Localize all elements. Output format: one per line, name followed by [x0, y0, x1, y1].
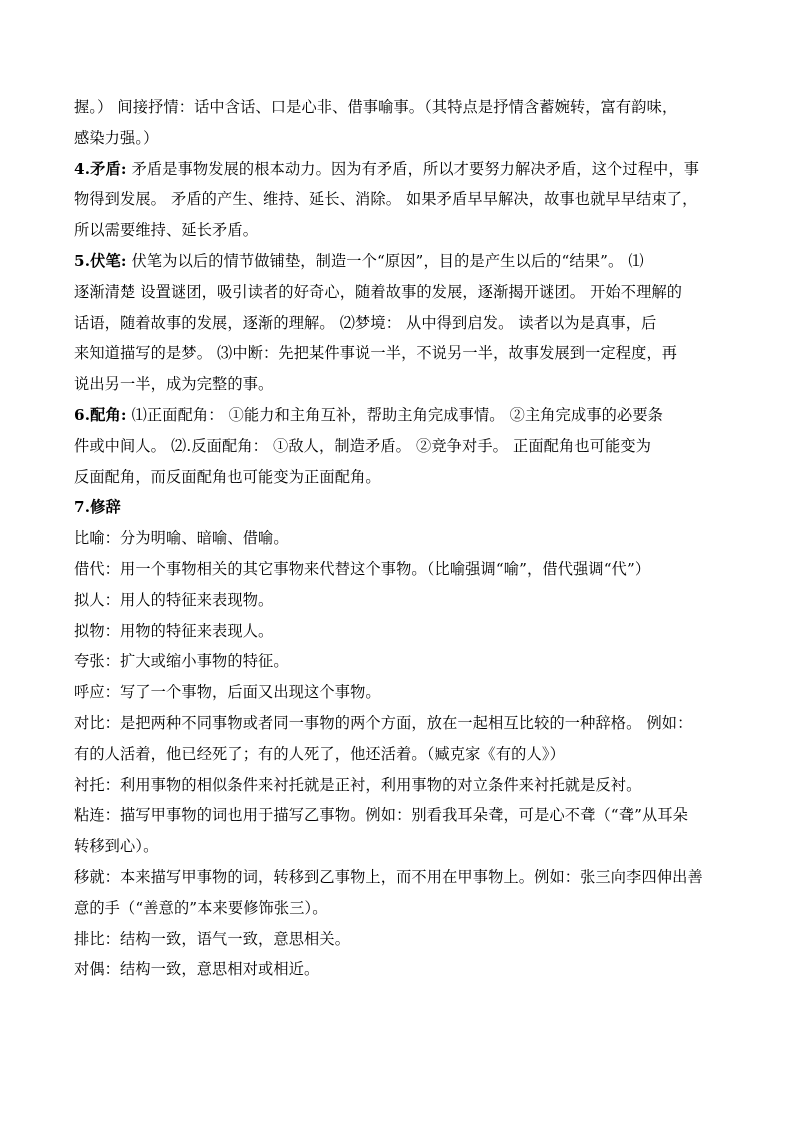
text-line: 意的手（“善意的”本来要修饰张三）。 — [74, 898, 328, 917]
text-line: 话语，随着故事的发展，逐渐的理解。 ⑵梦境： 从中得到启发。 读者以为是真事，后 — [74, 313, 657, 332]
text-line: 来知道描写的是梦。 ⑶中断：先把某件事说一半，不说另一半，故事发展到一定程度，再 — [74, 344, 678, 363]
text-line — [74, 159, 724, 179]
text-line: 说出另一半，成为完整的事。 — [74, 375, 274, 394]
text-line: 感染力强。） — [74, 128, 159, 147]
text-line: 转移到心）。 — [74, 837, 159, 856]
section-heading: 7.修辞 — [74, 498, 121, 517]
text-line: 比喻：分为明喻、暗喻、借喻。 — [74, 529, 289, 548]
section-heading: 5.伏笔: — [74, 251, 127, 270]
section-heading: 6.配角: — [74, 405, 127, 424]
text-line: 衬托：利用事物的相似条件来衬托就是正衬，利用事物的对立条件来衬托就是反衬。 — [74, 775, 642, 794]
text-line: 呼应：写了一个事物，后面又出现这个事物。 — [74, 683, 381, 702]
section-text: ⑴正面配角： ①能力和主角互补，帮助主角完成事情。 ②主角完成事的必要条 — [126, 405, 664, 424]
document-body — [74, 97, 724, 990]
section-text: 伏笔为以后的情节做铺垫，制造一个“原因”，目的是产生以后的“结果”。 ⑴ — [126, 251, 644, 270]
text-line: 物得到发展。 矛盾的产生、维持、延长、消除。 如果矛盾早早解决，故事也就早早结束了， — [74, 190, 698, 209]
text-line: 对偶：结构一致，意思相对或相近。 — [74, 960, 320, 979]
text-line: 排比：结构一致，语气一致，意思相关。 — [74, 929, 351, 948]
text-line: 所以需要维持、延长矛盾。 — [74, 221, 259, 240]
text-line: 拟人：用人的特征来表现物。 — [74, 590, 274, 609]
text-line: 拟物：用物的特征来表现人。 — [74, 621, 274, 640]
text-line: 对比：是把两种不同事物或者同一事物的两个方面，放在一起相互比较的一种辞格。 例如： — [74, 713, 693, 732]
text-line: 移就：本来描写甲事物的词，转移到乙事物上，而不用在甲事物上。例如：张三向李四伸出善 — [74, 867, 703, 886]
text-line — [74, 251, 724, 271]
text-line: 握。） 间接抒情：话中含话、口是心非、借事喻事。（其特点是抒情含蓄婉转，富有韵味， — [74, 98, 678, 116]
text-line — [74, 497, 724, 517]
text-line: 借代：用一个事物相关的其它事物来代替这个事物。（比喻强调“喻”，借代强调“代”） — [74, 559, 651, 578]
text-line: 件或中间人。 ⑵.反面配角： ①敌人，制造矛盾。 ②竞争对手。 正面配角也可能变为 — [74, 436, 652, 455]
text-line: 有的人活着，他已经死了；有的人死了，他还活着。（臧克家《有的人》） — [74, 744, 565, 763]
text-line: 夸张：扩大或缩小事物的特征。 — [74, 652, 289, 671]
text-line — [74, 405, 724, 425]
text-line: 反面配角，而反面配角也可能变为正面配角。 — [74, 467, 381, 486]
text-line: 粘连：描写甲事物的词也用于描写乙事物。例如：别看我耳朵聋，可是心不聋（“聋”从耳朵 — [74, 806, 688, 825]
text-line: 逐渐清楚 设置谜团，吸引读者的好奇心，随着故事的发展，逐渐揭开谜团。 开始不理解的 — [74, 282, 683, 301]
section-heading: 4.矛盾: — [74, 159, 127, 178]
section-text: 矛盾是事物发展的根本动力。因为有矛盾，所以才要努力解决矛盾，这个过程中，事 — [126, 159, 700, 178]
